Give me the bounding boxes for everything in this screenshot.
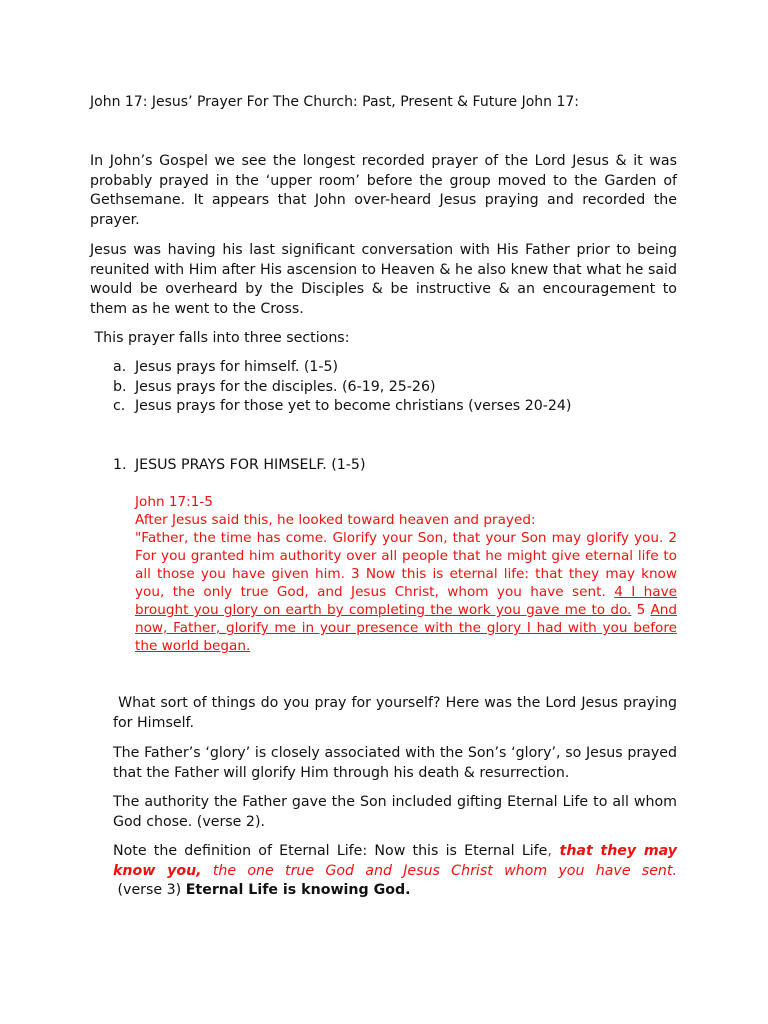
note-italic-emphasis: the one true God and Jesus Christ whom you have sent. [201,862,677,879]
list-marker: b. [113,378,127,395]
note-comma: , [547,843,552,859]
list-marker: a. [113,359,127,375]
sections-intro: This prayer falls into three sections: [90,330,350,346]
verse-5-number: 5 [631,602,651,618]
sections-list [113,358,571,417]
heading-text: JESUS PRAYS FOR HIMSELF. (1-5) [135,457,366,473]
section-heading [113,456,365,476]
scripture-verse-5: And now, Father, glorify me in your presence with the glory I had with you before the world began. [135,602,678,654]
intro-paragraph-1: In John’s Gospel we see the longest recorded prayer of the Lord Jesus & it was probably prayed in the ‘upper room’ before the group moved to the Garden of Gethsemane. It appears that John over-heard Jesus praying and recorded the prayer. [90,153,677,228]
note-conclusion: Eternal Life is knowing God. [185,882,411,899]
list-item [113,378,571,398]
list-item-text: Jesus prays for the disciples. (6-19, 25-26) [135,378,436,395]
heading-marker: 1. [113,457,127,473]
list-item-text: Jesus prays for himself. (1-5) [135,359,339,375]
list-marker: c. [113,398,126,415]
scripture-reference: John 17:1-5 [135,494,213,510]
eternal-life-note [113,842,677,901]
reflection-paragraph-2: The Father’s ‘glory’ is closely associated with the Son’s ‘glory’, so Jesus prayed that the Father will glorify Him through his death & resurrection. [113,745,677,781]
scripture-verse-4: 4 I have brought you glory on earth by completing the work you gave me to do. [135,584,678,618]
note-verse-ref: (verse 3) [113,882,186,899]
scripture-intro-line: After Jesus said this, he looked toward heaven and prayed: [135,512,536,528]
intro-paragraph-2: Jesus was having his last significant conversation with His Father prior to being reunited with Him after His ascension to Heaven & he also knew that what he said would be overheard by the Disciples & be instructive & an encouragement to them as he went to the Cross. [90,242,677,317]
note-lead: Note the definition of Eternal Life: Now this is Eternal Life [113,843,548,859]
document-title: John 17: Jesus’ Prayer For The Church: Past, Present & Future John 17: [90,94,580,110]
scripture-quote [135,493,677,655]
reflection-paragraph-1: What sort of things do you pray for yourself? Here was the Lord Jesus praying for Himself. [113,695,682,731]
list-item-text: Jesus prays for those yet to become christians (verses 20-24) [135,398,572,415]
scripture-text: "Father, the time has come. Glorify your Son, that your Son may glorify you. 2 For you granted him authority over all people that he might give eternal life to all those you have given him. 3 Now this is eternal life: that they may know you, the only true God, and Jesus Christ, whom you have sent. [135,530,677,600]
list-item [113,397,571,417]
note-bold-emphasis: that they may know you, [113,843,677,879]
reflection-paragraph-3: The authority the Father gave the Son included gifting Eternal Life to all whom God chose. (verse 2). [113,794,677,830]
list-item [113,358,571,378]
